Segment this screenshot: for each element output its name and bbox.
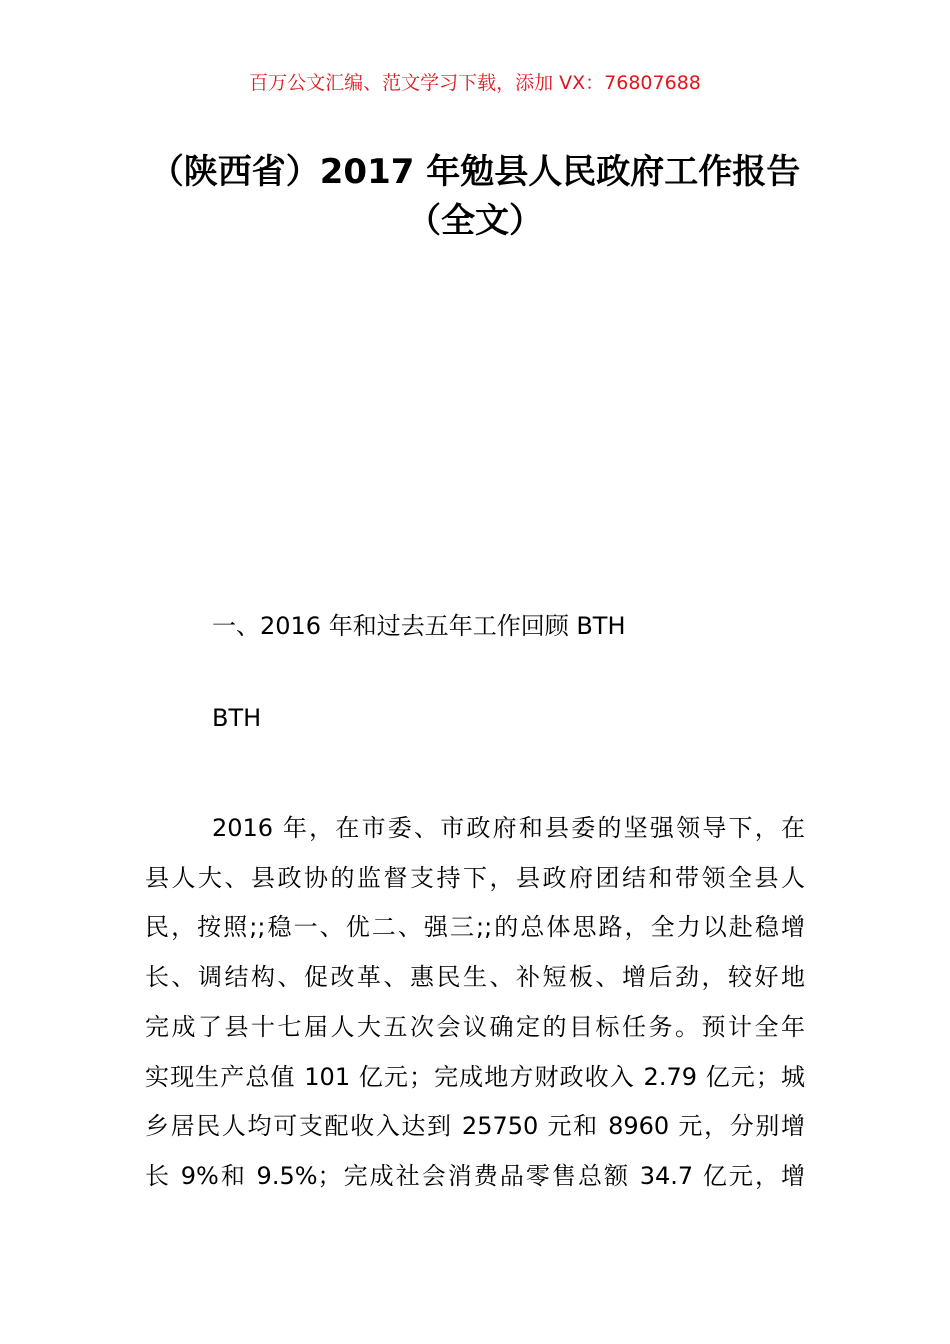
paragraph-line: 长、调结构、促改革、惠民生、补短板、增后劲，较好地 bbox=[145, 963, 805, 992]
paragraph-line: 县人大、县政协的监督支持下，县政府团结和带领全县人 bbox=[145, 863, 805, 892]
document-title bbox=[0, 148, 950, 246]
body-paragraph bbox=[145, 804, 805, 1202]
paragraph-line: 2016 年，在市委、市政府和县委的坚强领导下，在 bbox=[212, 814, 805, 842]
title-line: （全文） bbox=[407, 201, 543, 241]
paragraph-line: 民，按照;;稳一、优二、强三;;的总体思路，全力以赴稳增 bbox=[145, 913, 805, 942]
paragraph-line: 乡居民人均可支配收入达到 25750 元和 8960 元，分别增 bbox=[145, 1112, 805, 1141]
marker-text: BTH bbox=[212, 704, 262, 732]
paragraph-line: 长 9%和 9.5%；完成社会消费品零售总额 34.7 亿元，增 bbox=[145, 1161, 805, 1190]
paragraph-line: 实现生产总值 101 亿元；完成地方财政收入 2.79 亿元；城 bbox=[145, 1062, 805, 1091]
section-heading: 一、2016 年和过去五年工作回顾 BTH bbox=[212, 612, 626, 640]
watermark-header: 百万公文汇编、范文学习下载，添加 VX：76807688 bbox=[249, 72, 701, 94]
paragraph-line: 完成了县十七届人大五次会议确定的目标任务。预计全年 bbox=[145, 1012, 805, 1041]
title-line: （陕西省）2017 年勉县人民政府工作报告 bbox=[149, 152, 801, 192]
